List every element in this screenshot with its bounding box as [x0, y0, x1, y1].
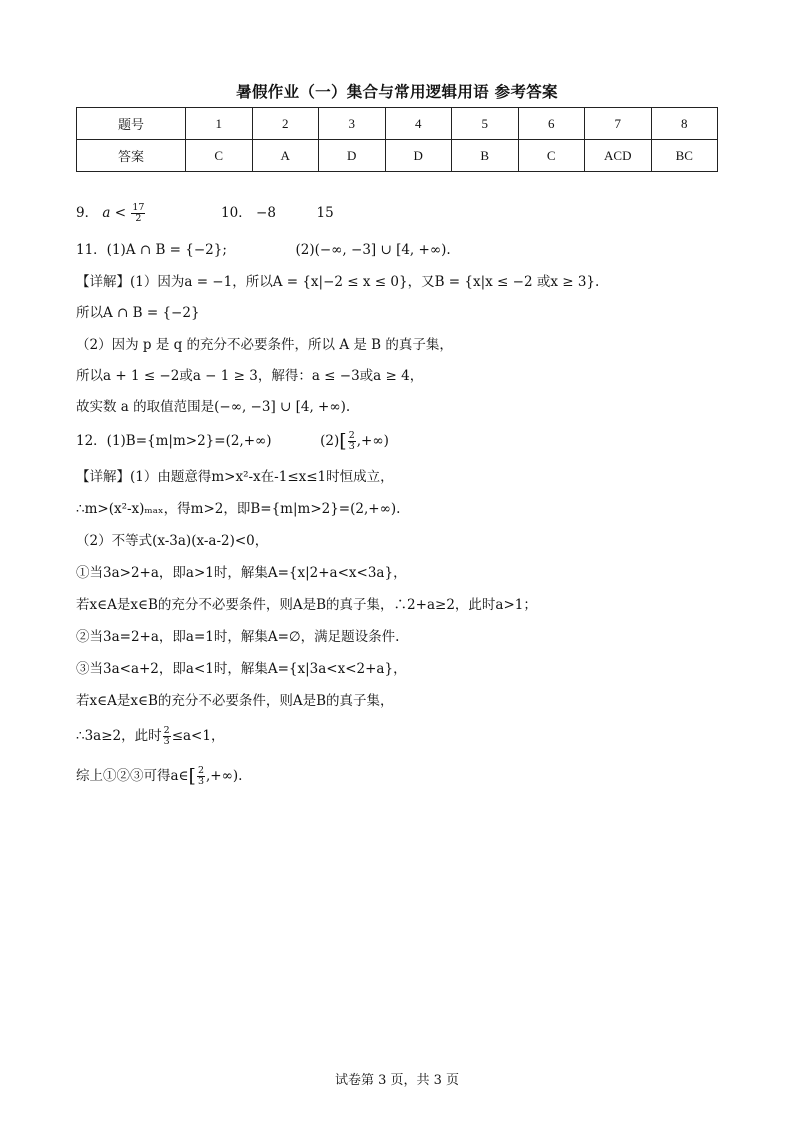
fraction-denominator: 3	[163, 736, 170, 747]
table-cell: 7	[585, 108, 652, 140]
answer-text: 12．(1)B={m|m>2}=(2,+∞)	[76, 433, 272, 449]
table-cell: B	[452, 140, 519, 172]
fraction	[348, 431, 356, 452]
question-number: 9．	[76, 205, 99, 221]
table-cell: ACD	[585, 140, 652, 172]
table-cell: 2	[252, 108, 319, 140]
table-cell: 5	[452, 108, 519, 140]
table-cell: 3	[319, 108, 386, 140]
table-cell: BC	[651, 140, 718, 172]
fraction-denominator: 2	[135, 213, 142, 224]
fraction-numerator: 2	[163, 725, 170, 736]
fraction-denominator: 3	[197, 776, 205, 787]
answer-11-line	[76, 240, 451, 260]
table-cell: C	[186, 140, 253, 172]
fraction-numerator: 2	[348, 430, 355, 441]
detail-text: 综上①②③可得a∈	[76, 768, 189, 784]
fraction	[197, 766, 205, 787]
detail-line: 故实数 a 的取值范围是(−∞, −3] ∪ [4, +∞).	[76, 399, 351, 415]
table-cell: 1	[186, 108, 253, 140]
table-cell: 4	[385, 108, 452, 140]
table-cell: D	[319, 140, 386, 172]
detail-line: 【详解】(1）由题意得m>x²-x在-1≤x≤1时恒成立，	[76, 469, 394, 485]
table-cell: 题号	[77, 108, 186, 140]
fraction-numerator: 2	[197, 765, 205, 776]
question-number: 10．	[221, 205, 252, 221]
table-cell: A	[252, 140, 319, 172]
detail-line: ∴m>(x²-x)ₘₐₓ，得m>2，即B={m|m>2}=(2,+∞).	[76, 501, 401, 517]
detail-line: ①当3a>2+a，即a>1时，解集A={x|2+a<x<3a}，	[76, 565, 407, 581]
detail-line: 综上①②③可得a∈[ $\frac{2}{3}$ ,+∞).	[76, 765, 243, 787]
answer-12-line: 12．(1)B={m|m>2}=(2,+∞) (2)[ $\frac{2}{3}$ ,+∞)	[76, 430, 389, 452]
answer-text: (2)(−∞, −3] ∪ [4, +∞).	[295, 242, 451, 258]
fraction	[163, 726, 171, 747]
page-footer: 试卷第 3 页，共 3 页	[334, 1073, 460, 1088]
answer-value: −8	[256, 205, 276, 221]
fraction-numerator: 17	[132, 202, 145, 213]
detail-line: 若x∈A是x∈B的充分不必要条件，则A是B的真子集，	[76, 693, 394, 709]
answer-text: ,+∞)	[356, 433, 389, 449]
detail-line: 所以A ∩ B = {−2}	[76, 305, 200, 321]
detail-line: ③当3a<a+2，即a<1时，解集A={x|3a<x<2+a}，	[76, 661, 407, 677]
table-row-answers	[77, 140, 718, 172]
answer-text: 11．(1)A ∩ B = {−2};	[76, 242, 227, 258]
detail-text: ∴3a≥2，此时	[76, 728, 162, 744]
table-row-question-numbers	[77, 108, 718, 140]
detail-line: （2）因为 p 是 q 的充分不必要条件，所以 A 是 B 的真子集，	[76, 337, 453, 353]
page-title: 暑假作业（一）集合与常用逻辑用语 参考答案	[236, 83, 558, 101]
detail-text: ≤a<1，	[171, 728, 225, 744]
table-cell: 答案	[77, 140, 186, 172]
fraction	[131, 203, 145, 224]
answer-table	[76, 107, 718, 172]
answer-9-10-line	[76, 203, 334, 224]
detail-line: 所以a + 1 ≤ −2或a − 1 ≥ 3，解得：a ≤ −3或a ≥ 4，	[76, 368, 424, 384]
detail-text: ,+∞).	[206, 768, 243, 784]
table-cell: D	[385, 140, 452, 172]
detail-line: 【详解】(1）因为a = −1，所以A = {x|−2 ≤ x ≤ 0}，又B = {x|x ≤ −2 或x ≥ 3}.	[76, 274, 600, 290]
math-expression: a <	[102, 205, 127, 221]
detail-line: ②当3a=2+a，即a=1时，解集A=∅，满足题设条件.	[76, 629, 400, 645]
table-cell: 6	[518, 108, 585, 140]
answer-text: (2)	[320, 433, 340, 449]
detail-line	[76, 726, 224, 747]
detail-line: 若x∈A是x∈B的充分不必要条件，则A是B的真子集，∴2+a≥2，此时a>1；	[76, 597, 537, 613]
table-cell: 8	[651, 108, 718, 140]
detail-line: （2）不等式(x-3a)(x-a-2)<0，	[76, 533, 269, 549]
answer-value: 15	[316, 205, 334, 221]
table-cell: C	[518, 140, 585, 172]
fraction-denominator: 3	[348, 441, 355, 452]
